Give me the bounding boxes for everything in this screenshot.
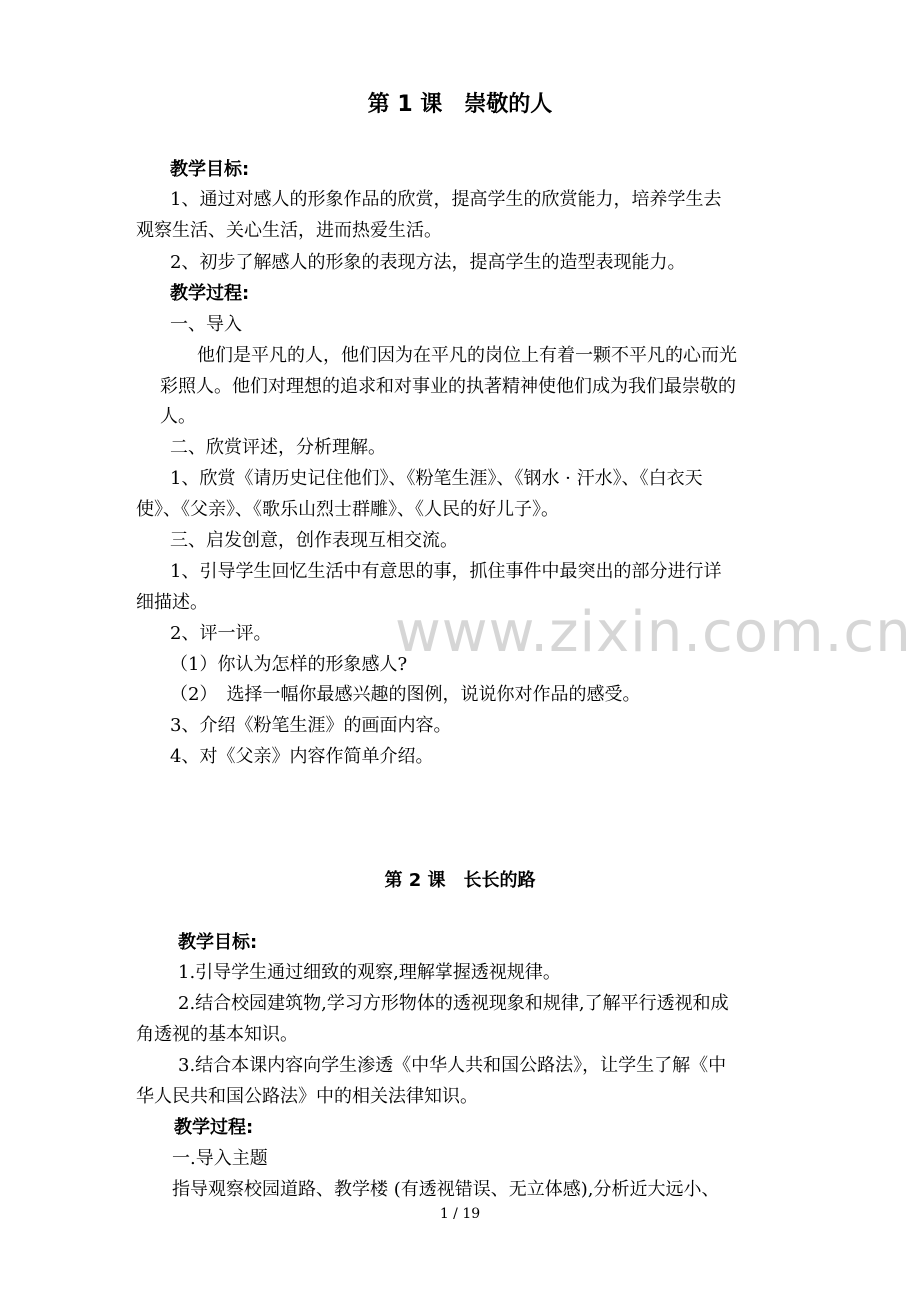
lesson2-goal1: 1.引导学生通过细致的观察,理解掌握透视规律。 xyxy=(178,962,561,983)
lesson1-guide-line2: 细描述。 xyxy=(136,592,208,613)
lesson2-goal2-line1: 2.结合校园建筑物,学习方形物体的透视现象和规律,了解平行透视和成 xyxy=(178,993,729,1014)
lesson2-title: 第 2 课 长长的路 xyxy=(384,870,536,891)
lesson1-goal1-line1: 1、通过对感人的形象作品的欣赏，提高学生的欣赏能力，培养学生去 xyxy=(170,189,722,210)
lesson2-goals-heading: 教学目标: xyxy=(178,932,258,953)
lesson1-review-q2: （2） 选择一幅你最感兴趣的图例，说说你对作品的感受。 xyxy=(170,684,641,705)
lesson1-section3: 三、启发创意，创作表现互相交流。 xyxy=(170,530,458,551)
lesson1-appreciate-line1: 1、欣赏《请历史记住他们》、《粉笔生涯》、《钢水 · 汗水》、《白衣天 xyxy=(170,468,703,489)
lesson1-item4: 4、对《父亲》内容作简单介绍。 xyxy=(170,746,434,767)
lesson1-section1: 一、导入 xyxy=(170,314,242,335)
watermark: www.zixin.com.cn xyxy=(395,600,912,665)
lesson1-review-q1: （1）你认为怎样的形象感人? xyxy=(170,654,408,675)
lesson1-goal1-line2: 观察生活、关心生活，进而热爱生活。 xyxy=(136,220,442,241)
lesson1-process-heading: 教学过程: xyxy=(170,283,250,304)
lesson1-section2: 二、欣赏评述，分析理解。 xyxy=(170,437,386,458)
lesson1-goal2: 2、初步了解感人的形象的表现方法，提高学生的造型表现能力。 xyxy=(170,252,686,273)
lesson1-intro-line1: 他们是平凡的人，他们因为在平凡的岗位上有着一颗不平凡的心而光 xyxy=(197,345,737,366)
lesson2-guide-line1: 指导观察校园道路、教学楼 (有透视错误、无立体感),分析近大远小、 xyxy=(172,1179,720,1200)
lesson1-intro-line2: 彩照人。他们对理想的追求和对事业的执著精神使他们成为我们最崇敬的 xyxy=(160,376,736,397)
lesson2-goal3-line1: 3.结合本课内容向学生渗透《中华人共和国公路法》，让学生了解《中 xyxy=(178,1055,727,1076)
lesson2-goal2-line2: 角透视的基本知识。 xyxy=(136,1024,298,1045)
lesson1-item3: 3、介绍《粉笔生涯》的画面内容。 xyxy=(170,715,452,736)
lesson1-appreciate-line2: 使》、《父亲》、《歌乐山烈士群雕》、《人民的好儿子》。 xyxy=(136,499,559,520)
lesson1-title: 第 1 课 崇敬的人 xyxy=(367,92,553,117)
lesson2-goal3-line2: 华人民共和国公路法》中的相关法律知识。 xyxy=(136,1086,478,1107)
lesson2-process-heading: 教学过程: xyxy=(174,1117,254,1138)
page-number: 1 / 19 xyxy=(439,1206,481,1222)
lesson1-review: 2、评一评。 xyxy=(170,623,272,644)
lesson1-intro-line3: 人。 xyxy=(160,406,196,427)
lesson2-section1: 一.导入主题 xyxy=(172,1148,268,1169)
lesson1-guide-line1: 1、引导学生回忆生活中有意思的事，抓住事件中最突出的部分进行详 xyxy=(170,561,722,582)
lesson1-goals-heading: 教学目标: xyxy=(170,159,250,180)
